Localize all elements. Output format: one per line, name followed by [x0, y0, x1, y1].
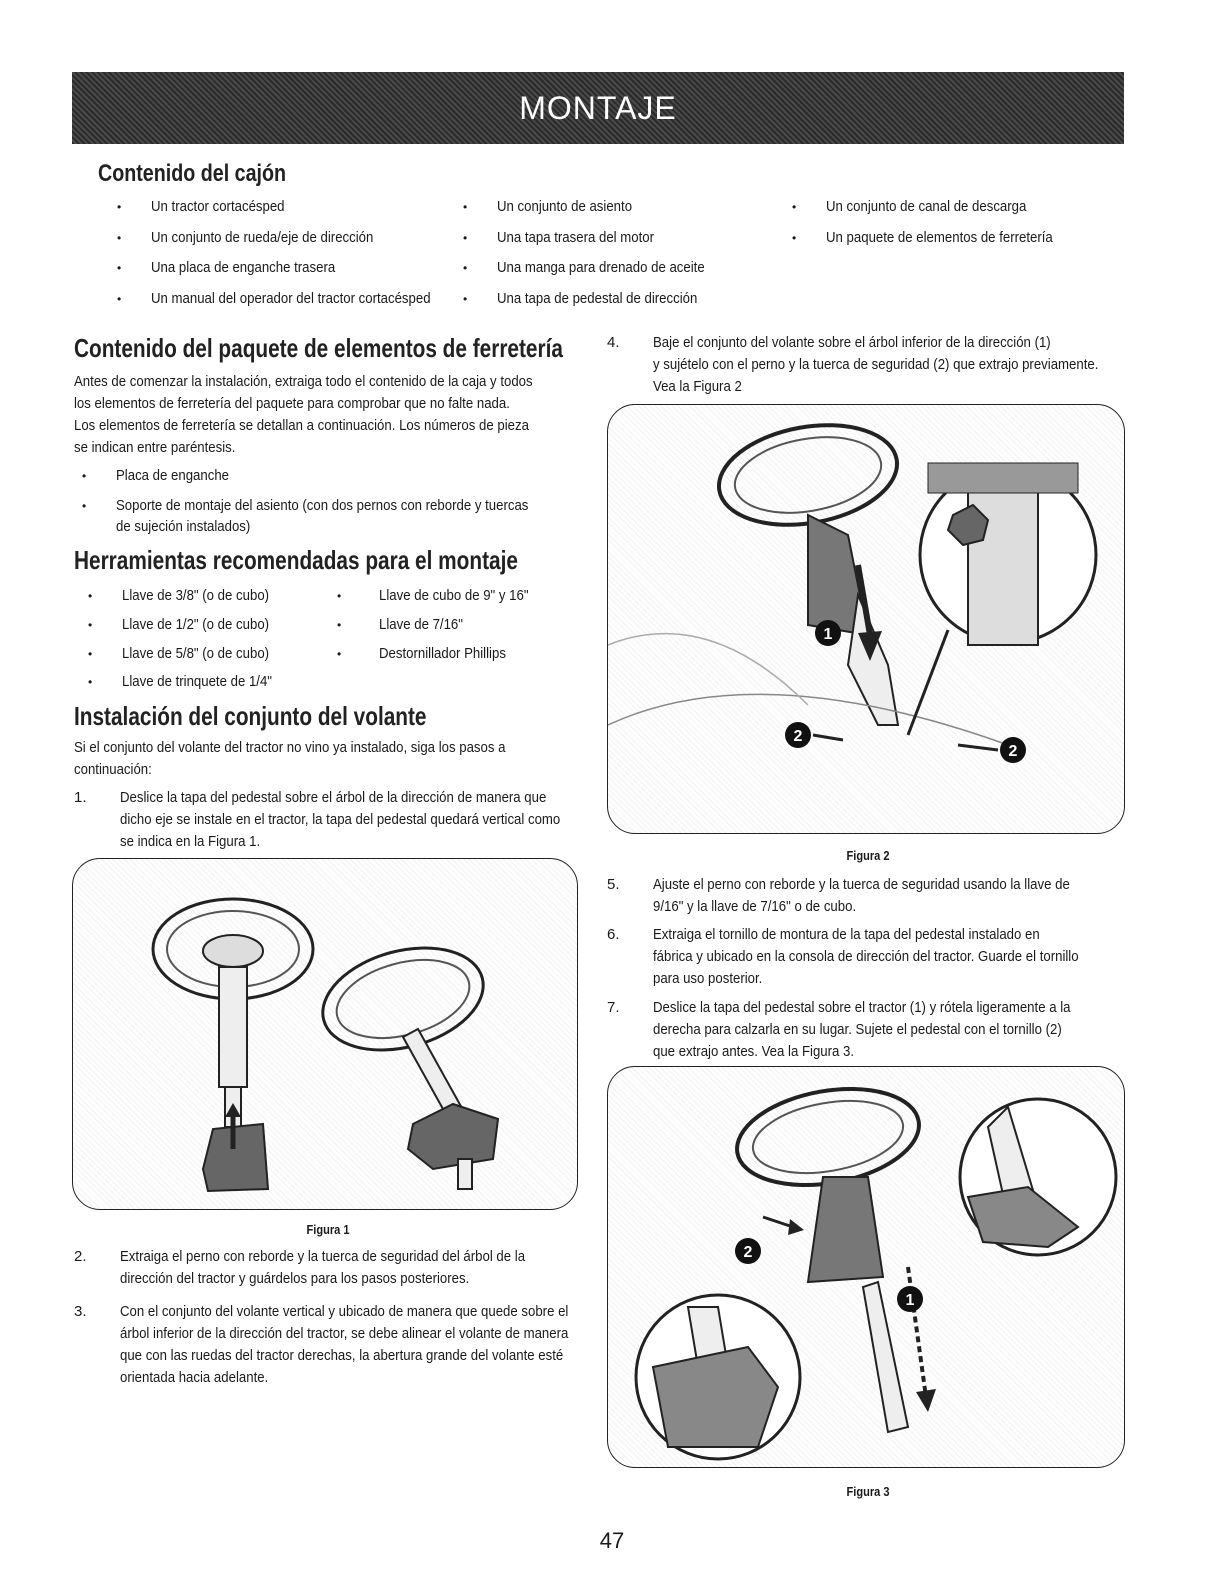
step-1-line: se indica en la Figura 1.	[120, 833, 261, 850]
steering-intro-line: Si el conjunto del volante del tractor no vino ya instalado, siga los pasos a	[74, 739, 506, 756]
tools-heading: Herramientas recomendadas para el montaje	[74, 545, 518, 575]
figure-3-caption: Figura 3	[846, 1484, 890, 1499]
hardware-paragraph-line: los elementos de ferretería del paquete para comprobar que no falte nada.	[74, 395, 510, 412]
step-1-line: dicho eje se instale en el tractor, la tapa del pedestal quedará vertical como	[120, 811, 561, 828]
step-7-line: derecha para calzarla en su lugar. Sujete el pedestal con el tornillo (2)	[653, 1021, 1062, 1038]
banner-title: MONTAJE	[519, 89, 677, 126]
figure-2-caption: Figura 2	[846, 848, 890, 863]
figure-3-illustration	[607, 1066, 1125, 1468]
step-6-line: para uso posterior.	[653, 970, 763, 987]
hardware-paragraph-line: Los elementos de ferretería se detallan a continuación. Los números de pieza	[74, 417, 529, 434]
list-item-continuation: de sujeción instalados)	[116, 518, 251, 535]
steering-intro-line: continuación:	[74, 761, 152, 778]
step-2-line: dirección del tractor y guárdelos para los pasos posteriores.	[120, 1270, 470, 1287]
callout-2: 2	[743, 1244, 753, 1261]
page-number: 47	[599, 1528, 625, 1553]
step-3-line: árbol inferior de la dirección del tractor, se debe alinear el volante de manera	[120, 1325, 569, 1342]
step-7-line: que extrajo antes. Vea la Figura 3.	[653, 1043, 855, 1060]
step-5-line: 9/16" y la llave de 7/16" o de cubo.	[653, 898, 857, 915]
step-6-line: fábrica y ubicado en la consola de dirección del tractor. Guarde el tornillo	[653, 948, 1079, 965]
figure-2-illustration	[607, 404, 1125, 834]
hardware-heading: Contenido del paquete de elementos de ferretería	[74, 333, 563, 363]
step-4-line: Vea la Figura 2	[653, 378, 742, 395]
section-banner	[72, 72, 1124, 144]
step-3-line: que con las ruedas del tractor derechas, la abertura grande del volante esté	[120, 1347, 564, 1364]
hardware-paragraph-line: se indican entre paréntesis.	[74, 439, 236, 456]
callout-1: 1	[823, 626, 833, 643]
hardware-paragraph-line: Antes de comenzar la instalación, extraiga todo el contenido de la caja y todos	[74, 373, 533, 390]
steering-heading: Instalación del conjunto del volante	[74, 701, 427, 731]
figure-1-caption: Figura 1	[306, 1222, 350, 1237]
callout-2: 2	[793, 728, 803, 745]
figure-1-illustration	[72, 858, 578, 1210]
contents-heading: Contenido del cajón	[98, 160, 287, 187]
step-3-line: orientada hacia adelante.	[120, 1369, 269, 1386]
callout-2: 2	[1008, 743, 1018, 760]
step-4-line: y sujételo con el perno y la tuerca de seguridad (2) que extrajo previamente.	[653, 356, 1099, 373]
callout-1: 1	[905, 1292, 915, 1309]
